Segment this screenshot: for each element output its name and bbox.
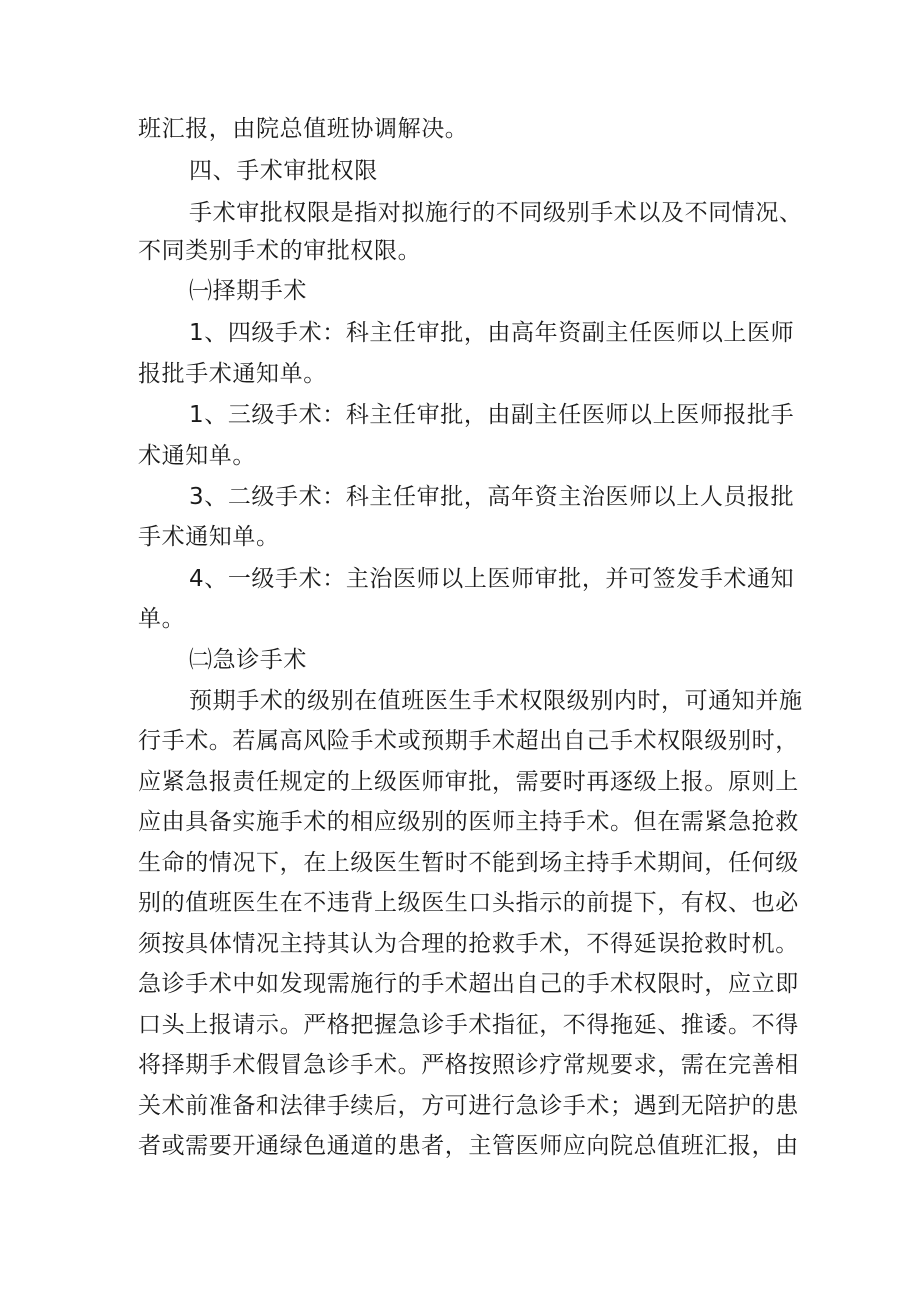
text-line: 班汇报，由院总值班协调解决。 — [138, 116, 469, 142]
list-item-line: 单。 — [138, 606, 186, 632]
list-item-line: 手术通知单。 — [138, 524, 280, 550]
paragraph-line: 急诊手术中如发现需施行的手术超出自己的手术权限时，应立即 — [138, 971, 799, 997]
list-item-line: 1、三级手术：科主任审批，由副主任医师以上医师报批手 — [189, 402, 795, 428]
paragraph-line: 将择期手术假冒急诊手术。严格按照诊疗常规要求，需在完善相 — [138, 1052, 799, 1078]
paragraph-line: 应紧急报责任规定的上级医师审批，需要时再逐级上报。原则上 — [138, 769, 799, 795]
paragraph-line: 应由具备实施手术的相应级别的医师主持手术。但在需紧急抢救 — [138, 809, 799, 835]
paragraph-line: 手术审批权限是指对拟施行的不同级别手术以及不同情况、 — [189, 200, 803, 226]
paragraph-line: 别的值班医生在不违背上级医生口头指示的前提下，有权、也必 — [138, 890, 799, 916]
paragraph-line: 不同类别手术的审批权限。 — [138, 238, 422, 264]
list-item-line: 3、二级手术：科主任审批，高年资主治医师以上人员报批 — [189, 484, 795, 510]
list-item-line: 1、四级手术：科主任审批，由高年资副主任医师以上医师 — [189, 320, 795, 346]
paragraph-line: 口头上报请示。严格把握急诊手术指征，不得拖延、推诿。不得 — [138, 1012, 799, 1038]
paragraph-line: 须按具体情况主持其认为合理的抢救手术，不得延误抢救时机。 — [138, 931, 799, 957]
list-item-line: 术通知单。 — [138, 443, 256, 469]
paragraph-line: 预期手术的级别在值班医生手术权限级别内时，可通知并施 — [189, 688, 803, 714]
paragraph-line: 生命的情况下，在上级医生暂时不能到场主持手术期间，任何级 — [138, 850, 799, 876]
paragraph-line: 关术前准备和法律手续后，方可进行急诊手术；遇到无陪护的患 — [138, 1093, 799, 1119]
paragraph-line: 者或需要开通绿色通道的患者，主管医师应向院总值班汇报，由 — [138, 1133, 799, 1159]
subsection-heading: ㈠择期手术 — [189, 278, 307, 304]
subsection-heading: ㈡急诊手术 — [189, 647, 307, 673]
paragraph-line: 行手术。若属高风险手术或预期手术超出自己手术权限级别时， — [138, 728, 799, 754]
section-heading: 四、手术审批权限 — [189, 158, 378, 184]
list-item-line: 报批手术通知单。 — [138, 361, 327, 387]
list-item-line: 4、一级手术：主治医师以上医师审批，并可签发手术通知 — [189, 566, 795, 592]
